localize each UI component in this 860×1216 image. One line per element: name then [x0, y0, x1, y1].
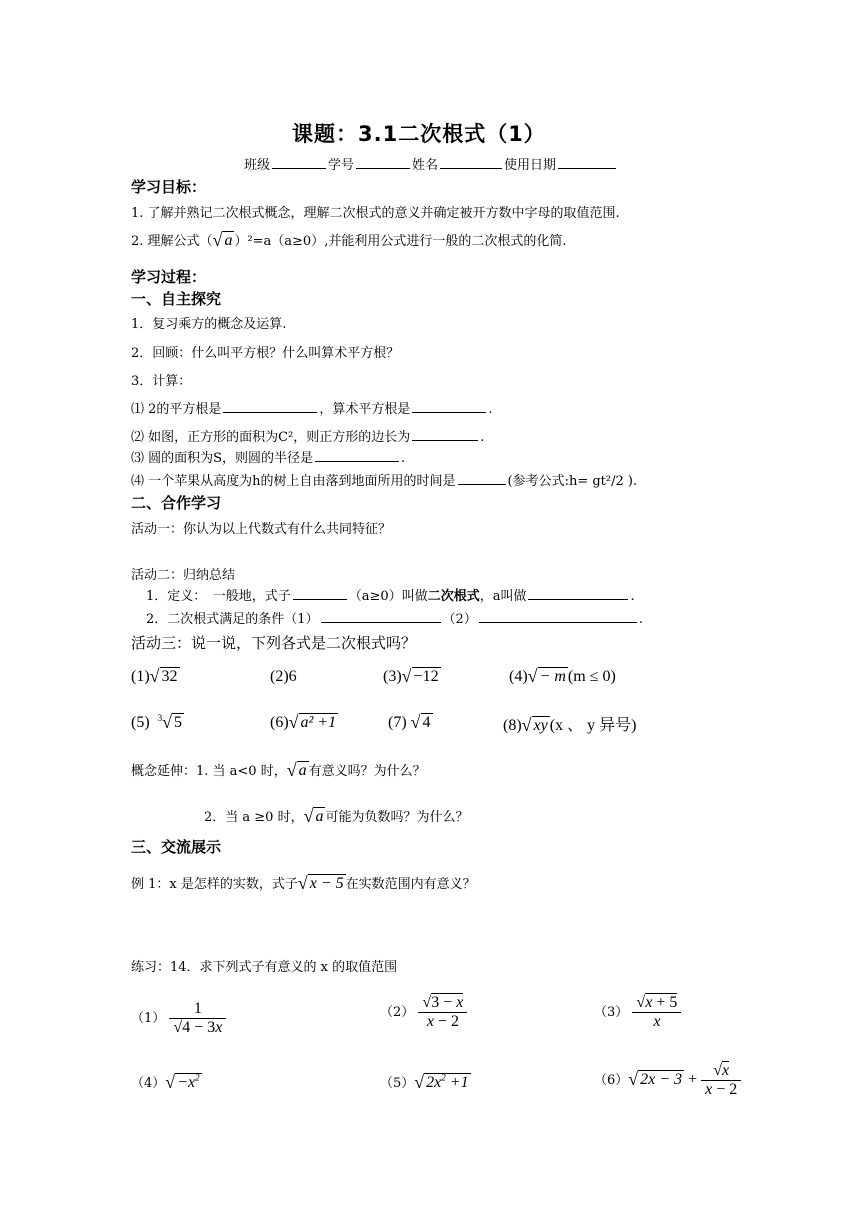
sqrt-a-ext-2: √ a [303, 806, 324, 826]
sqrt-x-minus-5: √ x − 5 [297, 873, 344, 893]
expr-2: (2)6 [270, 668, 297, 685]
frac-1-over-sqrt-4-3x: $\frac{1}{√4 - 3x}$ [169, 1000, 226, 1037]
number-label: 学号 [328, 158, 355, 173]
question-3: 3．计算： [131, 374, 192, 389]
practice-heading: 练习：14．求下列式子有意义的 x 的取值范围 [131, 960, 398, 975]
radicand-a2-plus-1: a² +1 [300, 714, 337, 731]
question-2: 2．回顾：什么叫平方根？什么叫算术平方根？ [131, 346, 400, 361]
def-2-text-a: 2．二次根式满足的条件（1） [146, 612, 319, 627]
radicand-neg-m: − m [539, 668, 566, 685]
ext-2-text-b: 可能为负数吗？为什么？ [325, 810, 469, 825]
radicand-a: a [224, 232, 233, 249]
practice-2 [380, 994, 467, 1031]
radicand-neg-12: −12 [413, 668, 439, 685]
practice-2-label: （2） [380, 1005, 415, 1020]
sqrt-2x-minus-3: √ 2x − 3 [628, 1069, 683, 1089]
goals-heading: 学习目标： [131, 178, 207, 196]
info-line [244, 154, 618, 173]
number-blank[interactable] [356, 156, 410, 169]
radicand-4: 4 [422, 714, 431, 731]
definition-2: 2．二次根式满足的条件（1） （2） . [146, 612, 643, 627]
expr-1 [131, 666, 180, 687]
calc-2-text: ⑵ 如图，正方形的面积为C²，则正方形的边长为 [131, 430, 411, 445]
radicand-xy: xy [533, 717, 548, 734]
date-blank[interactable] [558, 156, 616, 169]
activity-3: 活动三：说一说，下列各式是二次根式吗？ [131, 634, 417, 652]
def-2-text-b: （2） [442, 612, 477, 627]
calc-1-blank-b[interactable] [412, 400, 486, 413]
practice-5-label: （5） [380, 1076, 415, 1091]
sqrt-neg-x2: √ $-x^2$ [165, 1072, 200, 1092]
practice-1-label: （1） [131, 1011, 166, 1026]
goal-2-pre: 2. 理解公式（ [131, 234, 213, 249]
radicand-5: 5 [174, 714, 183, 731]
class-label: 班级 [244, 158, 271, 173]
calc-3-text: ⑶ 圆的面积为S，则圆的半径是 [131, 451, 314, 466]
calc-1: ⑴ 2的平方根是 ，算术平方根是 . [131, 402, 493, 417]
practice-3 [594, 994, 681, 1031]
date-label: 使用日期 [504, 158, 557, 173]
expr-8-cond: (x 、 y 异号) [549, 717, 637, 734]
expr-8-label: (8) [503, 717, 522, 734]
calc-3: ⑶ 圆的面积为S，则圆的半径是 . [131, 451, 406, 466]
sqrt-neg-m: √ − m [527, 666, 566, 686]
name-blank[interactable] [440, 156, 502, 169]
sqrt-a-formula: √ a [212, 230, 233, 250]
activity-1: 活动一：你认为以上代数式有什么共同特征？ [131, 522, 392, 537]
ext-2-text-a: 2．当 a ≥0 时， [204, 810, 304, 825]
sqrt-neg-12: √ −12 [401, 666, 439, 686]
class-blank[interactable] [272, 156, 326, 169]
practice-4-label: （4） [131, 1076, 166, 1091]
expr-6-label: (6) [270, 714, 289, 731]
practice-3-label: （3） [594, 1005, 629, 1020]
expr-4-cond: (m ≤ 0) [567, 668, 616, 685]
expr-7-label: (7) [388, 714, 407, 731]
extension-1 [131, 760, 426, 781]
sqrt-a-ext-1: √ a [286, 760, 307, 780]
practice-4 [131, 1072, 202, 1093]
calc-1-text-a: ⑴ 2的平方根是 [131, 402, 222, 417]
def-2-blank-b[interactable] [479, 610, 637, 623]
expr-8 [503, 712, 636, 736]
frac-sqrt-x-over-x-2: $\frac{√x}{x - 2}$ [701, 1062, 741, 1099]
def-1-term: 二次根式 [427, 589, 480, 604]
expr-5 [131, 712, 184, 733]
radicand-32: 32 [161, 668, 178, 685]
section-3-heading: 三、交流展示 [131, 838, 222, 856]
sqrt-xy: √ xy [521, 715, 548, 735]
ext-1-text-b: 有意义吗？为什么？ [308, 764, 426, 779]
cube-index: 3 [157, 713, 163, 723]
question-1: 1．复习乘方的概念及运算. [131, 317, 287, 332]
name-label: 姓名 [412, 158, 439, 173]
page-title: 课题：3.1二次根式（1） [292, 122, 546, 146]
expr-5-label: (5) [131, 714, 150, 731]
expr-1-label: (1) [131, 668, 150, 685]
expr-6 [270, 712, 338, 733]
section-2-heading: 二、合作学习 [131, 494, 222, 512]
def-1-blank-a[interactable] [293, 587, 347, 600]
goal-2 [131, 230, 566, 251]
practice-1 [131, 1000, 226, 1037]
def-1-text-c: ，a叫做 [479, 589, 527, 604]
def-2-blank-a[interactable] [321, 610, 441, 623]
example-1-text-a: 例 1：x 是怎样的实数，式子 [131, 877, 298, 892]
radicand-x-minus-5: x − 5 [309, 875, 344, 892]
frac-sqrt-3-x-over-x-2: $\frac{√3 - x}{x - 2}$ [418, 994, 467, 1031]
goal-2-post: ）²=a（a≥0）,并能利用公式进行一般的二次根式的化简. [234, 234, 567, 249]
expr-4-label: (4) [509, 668, 528, 685]
practice-5 [380, 1072, 471, 1093]
sqrt-32: √ 32 [149, 666, 178, 686]
ext-1-text-a: 概念延伸：1. 当 a<0 时， [131, 764, 287, 779]
example-1 [131, 873, 476, 894]
expr-7 [388, 712, 433, 733]
calc-4 [131, 470, 637, 489]
cbrt-5: √ 5 [162, 712, 183, 732]
calc-1-text-b: ，算术平方根是 [319, 402, 411, 417]
expr-4 [509, 666, 616, 687]
calc-4-text-a: ⑷ 一个苹果从高度为h的树上自由落到地面所用的时间是 [131, 474, 456, 489]
expr-3-label: (3) [383, 668, 402, 685]
sqrt-4: √ 4 [410, 712, 431, 732]
calc-2-blank[interactable] [412, 428, 478, 441]
sqrt-a2-plus-1: √ a² +1 [288, 712, 337, 732]
practice-6-label: （6） [594, 1073, 629, 1088]
calc-1-blank-a[interactable] [223, 400, 317, 413]
expr-3 [383, 666, 441, 687]
def-1-text-a: 1．定义： 一般地，式子 [146, 589, 291, 604]
section-1-heading: 一、自主探究 [131, 290, 222, 308]
calc-4-text-b: (参考公式:h= gt²/2 ). [507, 474, 638, 489]
calc-4-blank[interactable] [458, 472, 506, 485]
extension-2 [204, 806, 469, 827]
example-1-text-b: 在实数范围内有意义？ [345, 877, 476, 892]
frac-sqrt-x-5-over-x: $\frac{√x + 5}{x}$ [632, 994, 681, 1031]
process-heading: 学习过程： [131, 268, 207, 286]
def-1-blank-b[interactable] [528, 587, 628, 600]
activity-2: 活动二：归纳总结 [131, 568, 236, 583]
definition-1: 1．定义： 一般地，式子 （a≥0）叫做二次根式，a叫做 . [146, 589, 635, 604]
sqrt-2x2-plus-1: √ $2x^2 +1$ [414, 1072, 469, 1092]
practice-6: （6）√ 2x − 3 + $\frac{√x}{x - 2}$ [594, 1062, 741, 1099]
calc-3-blank[interactable] [315, 449, 399, 462]
calc-2: ⑵ 如图，正方形的面积为C²，则正方形的边长为 . [131, 430, 485, 445]
def-1-text-b: （a≥0）叫做 [348, 589, 428, 604]
goal-1: 1. 了解并熟记二次根式概念，理解二次根式的意义并确定被开方数中字母的取值范围. [131, 206, 620, 221]
